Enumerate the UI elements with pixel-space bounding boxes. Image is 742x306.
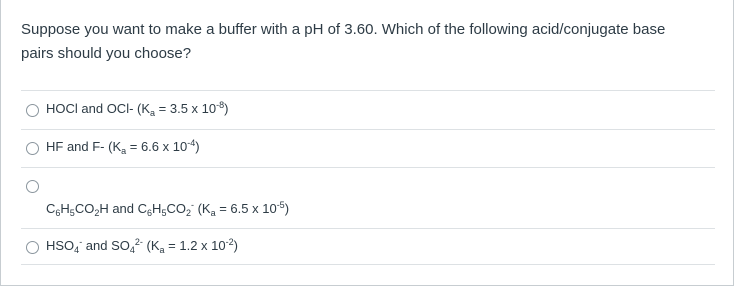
answer-c-sup: - xyxy=(190,200,194,210)
answer-b-sup: -4 xyxy=(187,138,196,148)
answer-option-c[interactable] xyxy=(21,167,715,228)
answer-c-sup: -5 xyxy=(276,200,285,210)
answer-label-b[interactable] xyxy=(46,139,200,154)
answer-c-text: CO xyxy=(166,201,186,216)
answer-c-sub: 2 xyxy=(94,208,100,218)
answer-d-sup: 2- xyxy=(134,237,143,247)
answer-option-d[interactable] xyxy=(21,228,715,265)
answer-b-text-2: = 6.6 x 10 xyxy=(126,139,188,154)
answer-a-sub: a xyxy=(150,108,156,118)
question-line-1: Suppose you want to make a buffer with a pH of 3.60. Which of the following acid/conjugate base xyxy=(21,21,666,38)
answer-d-sup: -2 xyxy=(225,237,234,247)
answer-c-sub: a xyxy=(210,208,216,218)
answer-b-text: HF and F- (K xyxy=(46,139,122,154)
answer-d-text: = 1.2 x 10 xyxy=(164,238,226,253)
answer-label-d[interactable] xyxy=(46,238,238,253)
answer-b-sub: a xyxy=(121,146,127,156)
answer-d-text: ) xyxy=(233,238,238,253)
answer-c-text: = 6.5 x 10 xyxy=(215,201,277,216)
answer-label-c[interactable] xyxy=(46,201,289,216)
answer-d-sub: 4 xyxy=(129,245,135,255)
answer-c-text: (K xyxy=(193,201,211,216)
answer-c-sub: 5 xyxy=(161,208,167,218)
answer-option-b[interactable] xyxy=(21,129,715,167)
answer-b-text-3: ) xyxy=(195,139,200,154)
question-text xyxy=(21,18,721,66)
answer-a-text-3: ) xyxy=(224,101,229,116)
answer-c-sub: 5 xyxy=(69,208,75,218)
answer-a-text-2: = 3.5 x 10 xyxy=(155,101,217,116)
answer-a-sup: -8 xyxy=(216,100,225,110)
radio-button-d[interactable] xyxy=(26,241,39,254)
answer-c-text: H xyxy=(152,201,162,216)
answer-c-text: H xyxy=(60,201,70,216)
answer-c-text: C xyxy=(46,201,56,216)
answer-d-text: HSO xyxy=(46,238,75,253)
answer-option-a[interactable] xyxy=(21,90,715,129)
answer-list xyxy=(21,90,715,265)
answer-a-text: HOCl and OCl- (K xyxy=(46,101,151,116)
question-line-2: pairs should you choose? xyxy=(21,45,192,62)
answer-d-text: (K xyxy=(142,238,160,253)
radio-button-a[interactable] xyxy=(26,104,39,117)
answer-d-sup: - xyxy=(79,237,83,247)
answer-d-sub: 4 xyxy=(74,245,80,255)
answer-c-text: CO xyxy=(74,201,95,216)
answer-label-a[interactable] xyxy=(46,101,228,116)
answer-c-sub: 6 xyxy=(147,208,153,218)
answer-c-text: H and C xyxy=(99,201,148,216)
radio-button-c[interactable] xyxy=(26,180,39,193)
answer-c-text: ) xyxy=(284,201,290,216)
answer-d-text: and SO xyxy=(82,238,130,253)
answer-d-sub: a xyxy=(159,245,165,255)
answer-c-sub: 2 xyxy=(185,208,191,218)
radio-button-b[interactable] xyxy=(26,142,39,155)
answer-c-sub: 6 xyxy=(55,208,61,218)
